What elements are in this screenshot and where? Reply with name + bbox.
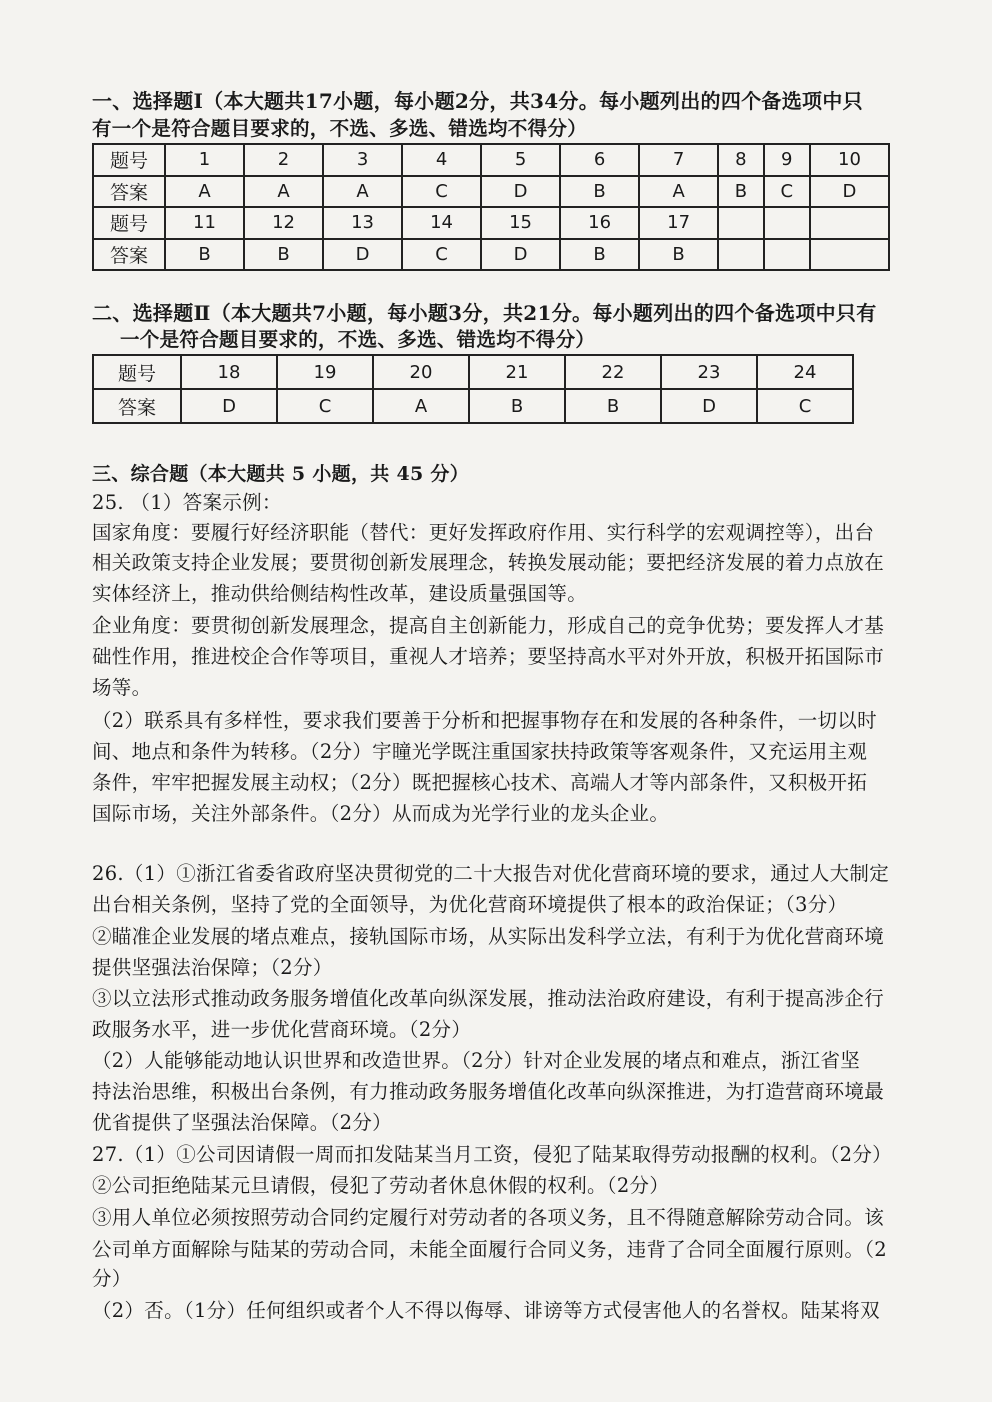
answer-cell: C <box>402 239 481 271</box>
header-cell: 答案 <box>93 239 165 271</box>
answer-cell: A <box>373 389 469 423</box>
answer-cell <box>718 239 764 271</box>
header-cell: 题号 <box>93 207 165 239</box>
question-number-cell: 10 <box>810 144 889 176</box>
question-number-cell: 12 <box>244 207 323 239</box>
question-number-cell: 11 <box>165 207 244 239</box>
question-number-cell: 2 <box>244 144 323 176</box>
body-line: 国际市场，关注外部条件。（2分）从而成为光学行业的龙头企业。 <box>92 802 670 825</box>
answer-cell: B <box>244 239 323 271</box>
body-line: （2）否。（1分）任何组织或者个人不得以侮辱、诽谤等方式侵害他人的名誉权。陆某将双 <box>92 1299 880 1322</box>
body-line: 相关政策支持企业发展；要贯彻创新发展理念，转换发展动能；要把经济发展的着力点放在 <box>92 551 885 574</box>
body-line: 实体经济上，推动供给侧结构性改革，建设质量强国等。 <box>92 582 588 605</box>
answer-cell: D <box>181 389 277 423</box>
answer-cell: A <box>323 176 402 208</box>
answer-cell: C <box>757 389 853 423</box>
answer-cell: B <box>560 176 639 208</box>
answer-table-1 <box>92 143 890 271</box>
body-line: 条件，牢牢把握发展主动权；（2分）既把握核心技术、高端人才等内部条件，又积极开拓 <box>92 771 868 794</box>
answer-cell: C <box>277 389 373 423</box>
answer-cell: B <box>469 389 565 423</box>
body-line: 政服务水平，进一步优化营商环境。（2分） <box>92 1018 472 1041</box>
answer-cell: D <box>481 176 560 208</box>
question-number-cell: 9 <box>764 144 810 176</box>
body-line: 提供坚强法治保障；（2分） <box>92 956 333 979</box>
answer-table-2 <box>92 354 854 424</box>
body-line: ③用人单位必须按照劳动合同约定履行对劳动者的各项义务，且不得随意解除劳动合同。该 <box>92 1206 885 1229</box>
answer-cell: A <box>244 176 323 208</box>
question-number-cell: 15 <box>481 207 560 239</box>
body-line: 27.（1）①公司因请假一周而扣发陆某当月工资，侵犯了陆某取得劳动报酬的权利。（2分） <box>92 1143 892 1166</box>
question-number-cell: 17 <box>639 207 718 239</box>
question-number-cell <box>718 207 764 239</box>
question-number-cell: 3 <box>323 144 402 176</box>
question-number-cell: 19 <box>277 355 373 389</box>
section2-heading-line1: 二、选择题Ⅱ（本大题共7小题，每小题3分，共21分。每小题列出的四个备选项中只有 <box>92 301 877 325</box>
table-row <box>93 207 889 239</box>
answer-cell: D <box>810 176 889 208</box>
table-row <box>93 176 889 208</box>
table-row <box>93 239 889 271</box>
header-cell: 答案 <box>93 176 165 208</box>
body-line: 分） <box>92 1267 132 1290</box>
answer-cell <box>810 239 889 271</box>
answer-cell: B <box>639 239 718 271</box>
question-number-cell: 22 <box>565 355 661 389</box>
question-number-cell: 7 <box>639 144 718 176</box>
answer-cell: D <box>661 389 757 423</box>
question-number-cell: 16 <box>560 207 639 239</box>
answer-cell: B <box>165 239 244 271</box>
question-number-cell: 4 <box>402 144 481 176</box>
question-number-cell: 23 <box>661 355 757 389</box>
question-number-cell <box>764 207 810 239</box>
question-number-cell: 5 <box>481 144 560 176</box>
answer-cell: B <box>565 389 661 423</box>
section2-heading-line2: 一个是符合题目要求的，不选、多选、错选均不得分） <box>120 328 596 351</box>
section1-heading-line1: 一、选择题Ⅰ（本大题共17小题，每小题2分，共34分。每小题列出的四个备选项中只 <box>92 89 863 113</box>
body-line: 优省提供了坚强法治保障。（2分） <box>92 1111 392 1134</box>
body-line: 企业角度：要贯彻创新发展理念，提高自主创新能力，形成自己的竞争优势；要发挥人才基 <box>92 614 885 637</box>
body-line: 持法治思维，积极出台条例，有力推动政务服务增值化改革向纵深推进，为打造营商环境最 <box>92 1080 885 1103</box>
question-number-cell: 6 <box>560 144 639 176</box>
question-number-cell <box>810 207 889 239</box>
answer-cell <box>764 239 810 271</box>
question-number-cell: 8 <box>718 144 764 176</box>
body-line: （2）联系具有多样性，要求我们要善于分析和把握事物存在和发展的各种条件，一切以时 <box>92 709 877 732</box>
section1-heading-line2: 有一个是符合题目要求的，不选、多选、错选均不得分） <box>92 117 588 140</box>
question-number-cell: 21 <box>469 355 565 389</box>
question-number-cell: 1 <box>165 144 244 176</box>
body-line: 场等。 <box>92 676 152 699</box>
body-line: 国家角度：要履行好经济职能（替代：更好发挥政府作用、实行科学的宏观调控等），出台 <box>92 521 875 544</box>
answer-cell: A <box>639 176 718 208</box>
answer-cell: C <box>402 176 481 208</box>
body-line: 间、地点和条件为转移。（2分）宇瞳光学既注重国家扶持政策等客观条件，又充运用主观 <box>92 740 868 763</box>
answer-cell: B <box>718 176 764 208</box>
body-line: （2）人能够能动地认识世界和改造世界。（2分）针对企业发展的堵点和难点，浙江省坚 <box>92 1049 861 1072</box>
table-row <box>93 355 853 389</box>
header-cell: 答案 <box>93 389 181 423</box>
question-number-cell: 18 <box>181 355 277 389</box>
answer-cell: D <box>481 239 560 271</box>
body-line: 25. （1）答案示例： <box>92 491 282 514</box>
answer-cell: C <box>764 176 810 208</box>
body-line: ②公司拒绝陆某元旦请假，侵犯了劳动者休息休假的权利。（2分） <box>92 1174 670 1197</box>
question-number-cell: 20 <box>373 355 469 389</box>
body-line: 26.（1）①浙江省委省政府坚决贯彻党的二十大报告对优化营商环境的要求，通过人大制定 <box>92 862 890 885</box>
table-row <box>93 144 889 176</box>
header-cell: 题号 <box>93 355 181 389</box>
answer-cell: A <box>165 176 244 208</box>
body-line: ③以立法形式推动政务服务增值化改革向纵深发展，推动法治政府建设，有利于提高涉企行 <box>92 987 885 1010</box>
table-row <box>93 389 853 423</box>
body-line: 础性作用，推进校企合作等项目，重视人才培养；要坚持高水平对外开放，积极开拓国际市 <box>92 645 885 668</box>
section3-heading: 三、综合题（本大题共 5 小题，共 45 分） <box>92 463 470 485</box>
body-line: 出台相关条例，坚持了党的全面领导，为优化营商环境提供了根本的政治保证；（3分） <box>92 893 848 916</box>
answer-cell: D <box>323 239 402 271</box>
body-line: 公司单方面解除与陆某的劳动合同，未能全面履行合同义务，违背了合同全面履行原则。（2 <box>92 1238 887 1261</box>
answer-cell: B <box>560 239 639 271</box>
question-number-cell: 13 <box>323 207 402 239</box>
question-number-cell: 14 <box>402 207 481 239</box>
header-cell: 题号 <box>93 144 165 176</box>
body-line: ②瞄准企业发展的堵点难点，接轨国际市场，从实际出发科学立法，有利于为优化营商环境 <box>92 925 885 948</box>
question-number-cell: 24 <box>757 355 853 389</box>
